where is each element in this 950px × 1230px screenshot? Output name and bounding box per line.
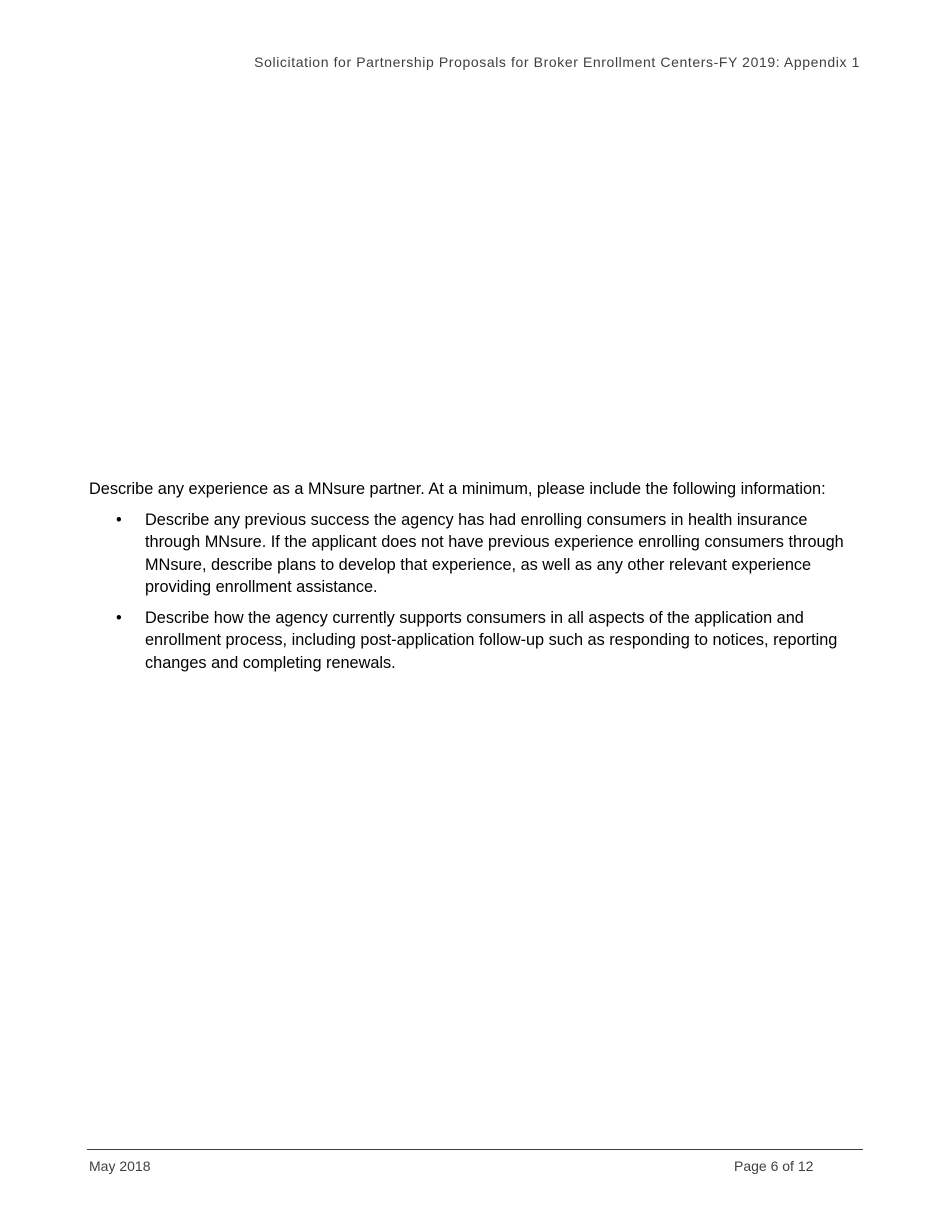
page-header: Solicitation for Partnership Proposals for Broker Enrollment Centers-FY 2019: Appendix 1 bbox=[254, 54, 860, 70]
list-item-text: Describe how the agency currently supports consumers in all aspects of the application and enrollment process, including post-application follow-up such as responding to notices, reporting changes and completing renewals. bbox=[145, 608, 838, 672]
intro-paragraph: Describe any experience as a MNsure partner. At a minimum, please include the following information: bbox=[89, 480, 826, 498]
list-item-text: Describe any previous success the agency has had enrolling consumers in health insurance through MNsure. If the applicant does not have previous experience enrolling consumers through MNsure, describe plans to develop that experience, as well as any other relevant experience providing enrollment assistance. bbox=[145, 510, 844, 596]
list-item bbox=[89, 509, 859, 599]
bullet-icon: • bbox=[116, 608, 122, 627]
list-item bbox=[89, 607, 859, 675]
footer-date: May 2018 bbox=[89, 1158, 151, 1174]
document-body bbox=[89, 478, 859, 682]
footer-page-number: Page 6 of 12 bbox=[734, 1158, 814, 1174]
bullet-icon: • bbox=[116, 510, 122, 529]
requirements-list bbox=[89, 509, 859, 675]
footer-divider bbox=[87, 1149, 863, 1150]
